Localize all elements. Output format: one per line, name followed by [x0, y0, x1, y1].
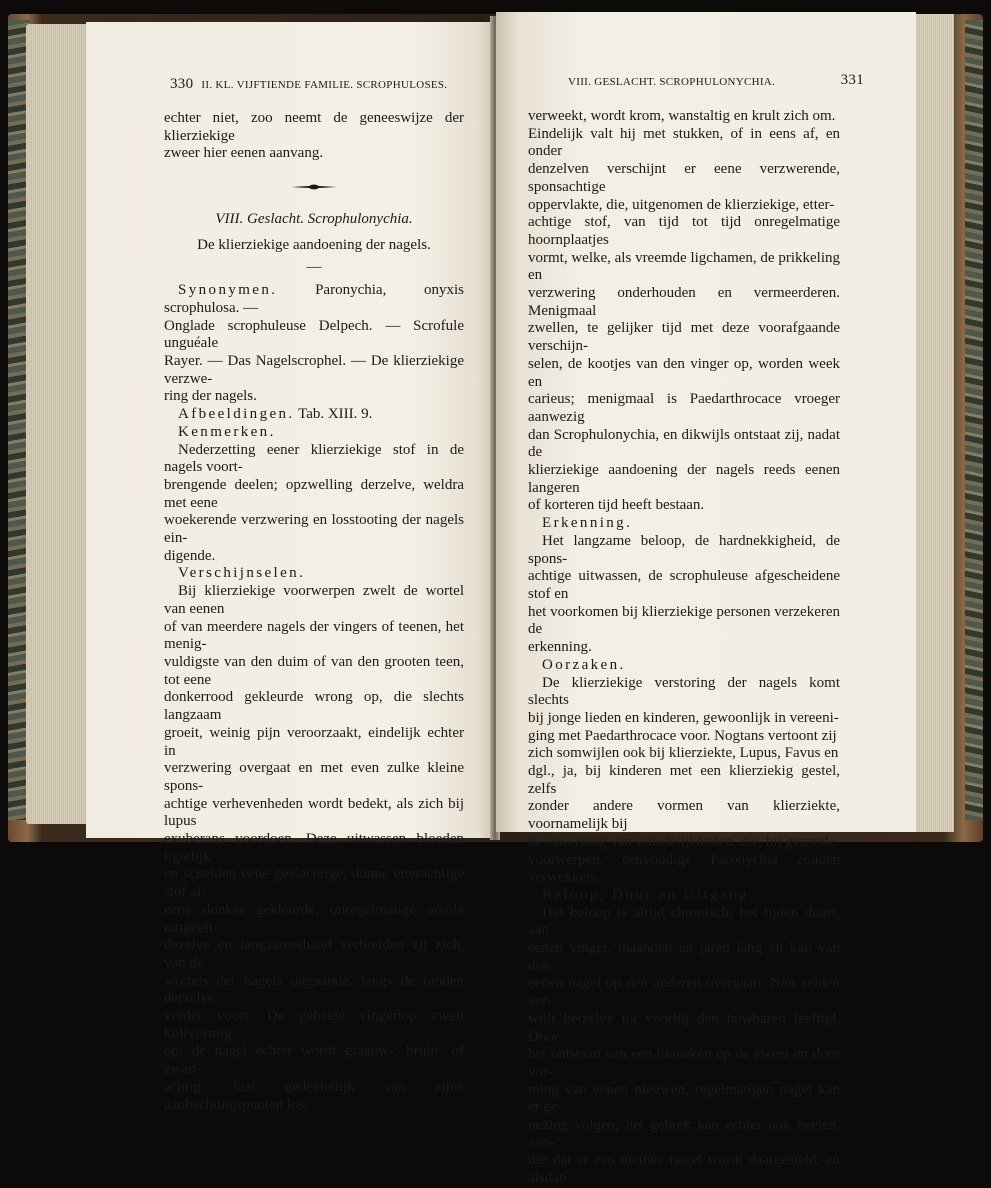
text-line: nezing volgen; het gebrek kan echter ook heelen, zon-	[528, 1117, 840, 1151]
running-header-right	[568, 72, 864, 88]
text-line: Bij klierziekige voorwerpen zwelt de wortel van eenen	[164, 583, 464, 617]
afbeeldingen-text: Tab. XIII. 9.	[298, 406, 373, 423]
text-line: ring der nagels.	[164, 388, 257, 405]
text-line: achtige verhevenheden wordt bedekt, als zich bij lupus	[164, 795, 464, 830]
text-line: verzwering onderhouden en vermeerderen. Menigmaal	[528, 285, 840, 319]
text-line: verder voort. De geheele vingertop zwelt kolfvormig	[164, 1008, 464, 1042]
text-line: ming van eenen nieuwen, regelmatigen nagel kan er ge-	[528, 1081, 840, 1116]
right-page	[496, 12, 916, 1187]
page-number-right: 331	[840, 72, 864, 88]
page-number-left: 330	[170, 76, 194, 92]
synonymen-text: Paronychia, onyxis scrophulosa. —	[164, 282, 464, 316]
text-line: het ontstaan van een likteeken op de zweer en door vor-	[528, 1046, 840, 1080]
text-line: brengende deelen; opzwelling derzelve, weldra met eene	[164, 476, 464, 511]
text-line: Nederzetting eener klierziekige stof in de nagels voort-	[164, 441, 464, 476]
kenmerken-label: Kenmerken.	[178, 423, 276, 440]
text-line: vuldigste van den duim of van den grooten teen, tot eene	[164, 653, 464, 688]
beloop-label: Beloop, Duur en Uitgang.	[542, 886, 755, 903]
oorzaken-label: Oorzaken.	[542, 656, 626, 673]
text-line: Het langzame beloop, de hardnekkigheid, de spons-	[528, 532, 840, 567]
running-header-left	[170, 76, 447, 93]
text-line: het voorkomen bij klierziekige personen verzekeren de	[528, 603, 840, 638]
text-line: Onglade scrophuleuse Delpech. — Scrofule unguéale	[164, 317, 464, 352]
text-line: der dat er een nieuwe nagel wordt daargesteld, en alsdan	[528, 1152, 840, 1187]
afbeeldingen-label: Afbeeldingen.	[178, 406, 295, 423]
text-line: exuberans voordoen. Deze uitwassen bloeden ligtelijk	[164, 831, 464, 865]
text-line: Het beloop is altijd chronisch; het lijden duurt, aan	[528, 904, 840, 939]
text-line: denzelven verschijnt er eene verzwerende, sponsachtige	[528, 161, 840, 195]
right-page-body	[528, 108, 840, 1188]
text-line: verzwering overgaat en met even zulke kleine spons-	[164, 760, 464, 794]
afbeeldingen-line	[164, 406, 464, 424]
synonymen-line	[164, 282, 464, 317]
ornament-divider	[291, 183, 337, 191]
running-head-right: VIII. GESLACHT. SCROPHULONYCHIA.	[568, 76, 776, 88]
text-line: bij jonge lieden en kinderen, gewoonlijk in vereeni-	[528, 709, 839, 726]
text-line: Eindelijk valt hij met stukken, of in eens af, en onder	[528, 125, 840, 160]
verschijnselen-label: Verschijnselen.	[178, 565, 306, 582]
text-line: carieus; menigmaal is Paedarthrocace vroeger aanwezig	[528, 391, 840, 425]
text-line: dgl., ja, bij kinderen met een klierziekig gestel, zelfs	[528, 763, 840, 797]
text-line: achtig, laat gedeeltelijk van zijne aanhechtingspunten los,	[164, 1078, 464, 1113]
text-line: eenen nagel op den anderen overgaan. Niet zelden ver-	[528, 975, 840, 1010]
text-line: wijlt hetzelve tot voorbij den huwbaren leeftijd. Door	[528, 1010, 840, 1045]
short-rule: —	[306, 258, 322, 275]
left-page-body	[164, 110, 464, 1114]
text-line: dan Scrophulonychia, en dikwijls ontstaat zij, nadat de	[528, 426, 840, 461]
text-line: zich somwijlen ook bij klierziekte, Lupus, Favus en	[528, 745, 839, 762]
marbled-board-right	[965, 20, 983, 820]
text-line: achtige stof, van tijd tot tijd onregelmatige hoornplaatjes	[528, 214, 840, 248]
text-line: Rayer. — Das Nagelscrophel. — De klierziekige verzwe-	[164, 353, 464, 387]
text-line: vormt, welke, als vreemde ligchamen, de prikkeling en	[528, 249, 840, 284]
text-line: donkerrood gekleurde wrong op, die slechts langzaam	[164, 689, 464, 724]
text-line: echter niet, zoo neemt de geneeswijze der klierziekige	[164, 110, 464, 144]
text-line: zweer hier eenen aanvang.	[164, 145, 324, 162]
text-line: dezelve en langzamerhand verbreiden zij zich, van de	[164, 937, 464, 971]
text-line: woekerende verzwering en losstooting der nagels ein-	[164, 512, 464, 547]
page-edges-left	[26, 24, 88, 824]
text-line: klierziekige aandoening der nagels reeds eenen langeren	[528, 462, 840, 496]
text-line: achtige uitwassen, de scrophuleuse afgescheidene stof en	[528, 568, 840, 602]
section-subtitle: De klierziekige aandoening der nagels.	[197, 236, 431, 253]
text-line: voorwerpen, eenvoudige Paronychia zouden verwekken.	[528, 851, 840, 886]
erkenning-label: Erkenning.	[542, 515, 633, 532]
text-line: de inwerking van schadelijkheden, die, bij gezonde	[528, 833, 836, 850]
text-line: zwellen, te gelijker tijd met deze voorafgaande verschijn-	[528, 320, 840, 355]
text-line: of korteren tijd heeft bestaan.	[528, 497, 705, 514]
text-line: verweekt, wordt krom, wanstaltig en krult zich om.	[528, 108, 836, 124]
text-line: eenen vinger, maanden en jaren lang en kan van den	[528, 940, 840, 974]
text-line: De klierziekige verstoring der nagels komt slechts	[528, 674, 840, 709]
text-line: selen, de kootjes van den vinger op, worden week en	[528, 355, 840, 390]
text-line: zonder andere vormen van klierziekte, voornamelijk bij	[528, 798, 840, 833]
text-line: oppervlakte, die, uitgenomen de klierziekige, etter-	[528, 196, 835, 213]
text-line: of van meerdere nagels der vingers of teenen, het menig-	[164, 618, 464, 653]
running-head-left: II. KL. VIJFTIENDE FAMILIE. SCROPHULOSES.	[201, 79, 448, 91]
text-line: ging met Paedarthrocace voor. Nogtans vertoont zij	[528, 727, 837, 744]
left-page	[86, 22, 494, 1113]
text-line: groeit, weinig pijn veroorzaakt, eindelijk echter in	[164, 724, 464, 759]
text-line: wortels der nagels uitgaande, langs de randen derzelve	[164, 972, 464, 1007]
text-line: eene donker gekleurde, onregelmatige areola omgeeft	[164, 901, 464, 936]
text-line: digende.	[164, 547, 216, 564]
section-title: VIII. Geslacht. Scrophulonychia.	[215, 211, 413, 228]
text-line: en scheiden eene geelachtige, dunne etterachtige stof af;	[164, 866, 464, 901]
page-edges-right	[914, 14, 954, 832]
text-line: erkenning.	[528, 639, 592, 656]
text-line: op; de nagel echter wordt graauw-, bruin- of zwart-	[164, 1043, 464, 1078]
synonymen-label: Synonymen.	[178, 282, 278, 299]
